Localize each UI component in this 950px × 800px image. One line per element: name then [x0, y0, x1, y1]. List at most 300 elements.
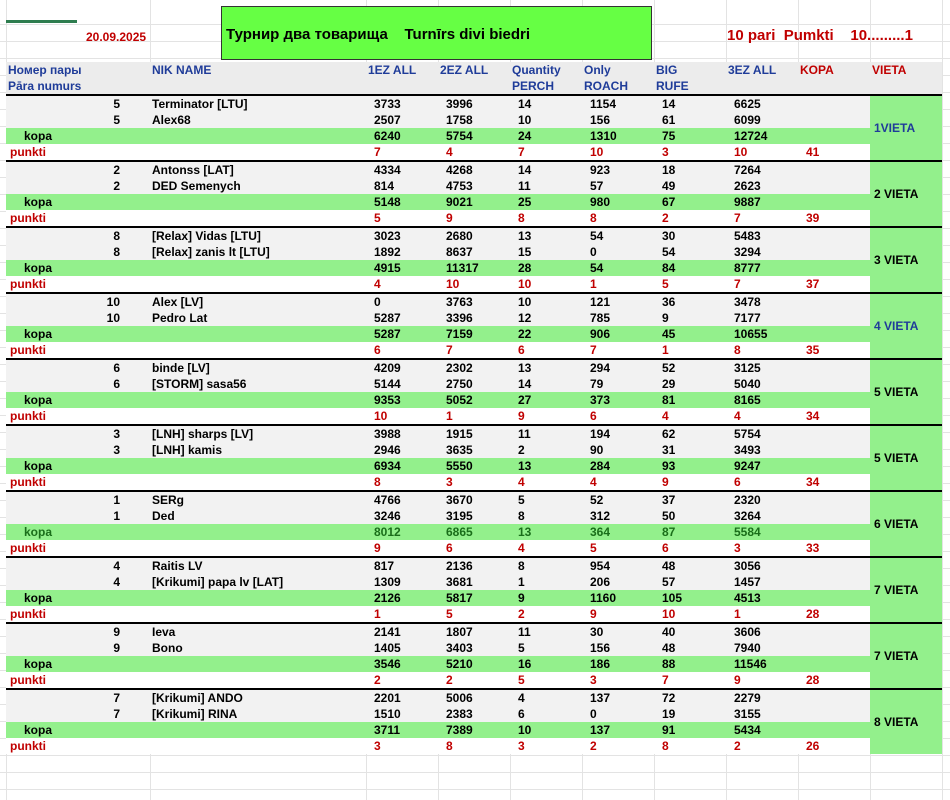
score-cell: 2750 [438, 376, 510, 392]
punkti-cell: 7 [726, 276, 798, 293]
score-cell: 156 [582, 112, 654, 128]
header-pair-number: Номер пары [6, 62, 150, 78]
punkti-cell: 3 [582, 672, 654, 689]
score-cell: 817 [366, 557, 438, 574]
header-roach: ROACH [582, 78, 654, 95]
punkti-cell: 6 [510, 342, 582, 359]
punkti-cell: 9 [582, 606, 654, 623]
player-name: [Krikumi] RINA [150, 706, 366, 722]
kopa-cell [798, 310, 870, 326]
punkti-label: punkti [6, 672, 150, 689]
kopa-label: kopa [6, 524, 150, 540]
pair-number: 6 [6, 359, 150, 376]
score-cell: 814 [366, 178, 438, 194]
score-cell: 2 [510, 442, 582, 458]
player-name: [LNH] sharps [LV] [150, 425, 366, 442]
score-cell: 30 [654, 227, 726, 244]
punkti-cell: 4 [582, 474, 654, 491]
score-cell: 9 [654, 310, 726, 326]
punkti-cell: 6 [366, 342, 438, 359]
kopa-empty [150, 656, 366, 672]
score-cell: 2320 [726, 491, 798, 508]
score-cell: 5006 [438, 689, 510, 706]
score-cell: 2136 [438, 557, 510, 574]
kopa-label: kopa [6, 194, 150, 210]
kopa-cell [798, 112, 870, 128]
kopa-cell [798, 260, 870, 276]
punkti-cell: 8 [582, 210, 654, 227]
punkti-cell: 7 [438, 342, 510, 359]
kopa-row [6, 656, 942, 672]
kopa-sum-cell: 10655 [726, 326, 798, 342]
punkti-cell: 7 [654, 672, 726, 689]
score-cell: 5754 [726, 425, 798, 442]
score-cell: 3493 [726, 442, 798, 458]
page-title: Турнир два товарища Turnīrs divi biedri [226, 26, 531, 43]
player-row [6, 491, 942, 508]
score-cell: 3023 [366, 227, 438, 244]
score-cell: 52 [582, 491, 654, 508]
score-cell: 10 [510, 112, 582, 128]
kopa-sum-cell: 45 [654, 326, 726, 342]
kopa-sum-cell: 7159 [438, 326, 510, 342]
kopa-empty [150, 722, 366, 738]
punkti-cell: 5 [438, 606, 510, 623]
kopa-cell [798, 458, 870, 474]
kopa-cell [798, 706, 870, 722]
punkti-cell: 4 [438, 144, 510, 161]
score-cell: 8637 [438, 244, 510, 260]
kopa-cell [798, 640, 870, 656]
punkti-cell: 2 [726, 738, 798, 754]
punkti-total: 33 [798, 540, 870, 557]
pair-number: 8 [6, 227, 150, 244]
kopa-sum-cell: 5434 [726, 722, 798, 738]
kopa-sum-cell: 364 [582, 524, 654, 540]
punkti-cell: 3 [366, 738, 438, 754]
score-cell: 6099 [726, 112, 798, 128]
pair-number: 2 [6, 161, 150, 178]
punkti-row [6, 144, 942, 161]
score-cell: 11 [510, 623, 582, 640]
score-cell: 0 [582, 244, 654, 260]
pair-number: 7 [6, 706, 150, 722]
pair-number: 4 [6, 574, 150, 590]
punkti-row [6, 210, 942, 227]
player-name: [Relax] Vidas [LTU] [150, 227, 366, 244]
player-name: [STORM] sasa56 [150, 376, 366, 392]
kopa-row [6, 326, 942, 342]
player-row [6, 689, 942, 706]
punkti-total: 26 [798, 738, 870, 754]
kopa-cell [798, 392, 870, 408]
kopa-cell [798, 128, 870, 144]
kopa-sum-cell: 27 [510, 392, 582, 408]
score-cell: 7264 [726, 161, 798, 178]
punkti-cell: 9 [438, 210, 510, 227]
kopa-cell [798, 491, 870, 508]
punkti-empty [150, 276, 366, 293]
player-name: Ieva [150, 623, 366, 640]
score-cell: 3670 [438, 491, 510, 508]
score-cell: 7940 [726, 640, 798, 656]
score-cell: 49 [654, 178, 726, 194]
score-cell: 923 [582, 161, 654, 178]
score-cell: 3294 [726, 244, 798, 260]
score-cell: 14 [510, 161, 582, 178]
vieta-cell: 3 VIETA [870, 227, 942, 293]
sheet-tab-indicator [6, 20, 77, 23]
punkti-cell: 10 [438, 276, 510, 293]
kopa-sum-cell: 3711 [366, 722, 438, 738]
kopa-sum-cell: 105 [654, 590, 726, 606]
score-cell: 11 [510, 425, 582, 442]
kopa-sum-cell: 67 [654, 194, 726, 210]
punkti-total: 28 [798, 672, 870, 689]
score-cell: 29 [654, 376, 726, 392]
punkti-total: 35 [798, 342, 870, 359]
score-cell: 121 [582, 293, 654, 310]
punkti-cell: 3 [726, 540, 798, 557]
header-empty [366, 78, 438, 95]
kopa-cell [798, 244, 870, 260]
punkti-cell: 6 [654, 540, 726, 557]
punkti-cell: 5 [654, 276, 726, 293]
score-cell: 4268 [438, 161, 510, 178]
header-empty [150, 78, 366, 95]
punkti-empty [150, 342, 366, 359]
player-name: Alex [LV] [150, 293, 366, 310]
kopa-sum-cell: 12724 [726, 128, 798, 144]
header-quantity: Quantity [510, 62, 582, 78]
score-cell: 10 [510, 293, 582, 310]
punkti-cell: 5 [582, 540, 654, 557]
punkti-cell: 2 [438, 672, 510, 689]
score-cell: 48 [654, 557, 726, 574]
score-cell: 1154 [582, 95, 654, 112]
score-cell: 1510 [366, 706, 438, 722]
punkti-row [6, 276, 942, 293]
kopa-cell [798, 656, 870, 672]
kopa-label: kopa [6, 128, 150, 144]
kopa-sum-cell: 5287 [366, 326, 438, 342]
kopa-label: kopa [6, 458, 150, 474]
kopa-cell [798, 194, 870, 210]
score-cell: 15 [510, 244, 582, 260]
punkti-empty [150, 144, 366, 161]
punkti-empty [150, 540, 366, 557]
score-cell: 1405 [366, 640, 438, 656]
player-row [6, 574, 942, 590]
player-row [6, 112, 942, 128]
points-note: 10 pari Pumkti 10.........1 [727, 27, 913, 44]
score-cell: 19 [654, 706, 726, 722]
punkti-total: 37 [798, 276, 870, 293]
punkti-empty [150, 606, 366, 623]
player-row [6, 442, 942, 458]
kopa-cell [798, 178, 870, 194]
punkti-cell: 4 [366, 276, 438, 293]
score-cell: 30 [582, 623, 654, 640]
pair-number: 6 [6, 376, 150, 392]
score-cell: 36 [654, 293, 726, 310]
kopa-sum-cell: 6934 [366, 458, 438, 474]
score-cell: 13 [510, 359, 582, 376]
punkti-empty [150, 672, 366, 689]
player-row [6, 623, 942, 640]
vieta-cell: 6 VIETA [870, 491, 942, 557]
player-row [6, 310, 942, 326]
kopa-sum-cell: 284 [582, 458, 654, 474]
score-cell: 14 [510, 376, 582, 392]
kopa-sum-cell: 980 [582, 194, 654, 210]
punkti-cell: 10 [366, 408, 438, 425]
punkti-empty [150, 474, 366, 491]
kopa-sum-cell: 5817 [438, 590, 510, 606]
kopa-label: kopa [6, 326, 150, 342]
score-cell: 2141 [366, 623, 438, 640]
kopa-sum-cell: 1160 [582, 590, 654, 606]
punkti-cell: 1 [366, 606, 438, 623]
pair-number: 10 [6, 310, 150, 326]
punkti-cell: 8 [438, 738, 510, 754]
player-name: Ded [150, 508, 366, 524]
score-cell: 294 [582, 359, 654, 376]
punkti-cell: 5 [366, 210, 438, 227]
punkti-label: punkti [6, 342, 150, 359]
score-cell: 3403 [438, 640, 510, 656]
pair-number: 2 [6, 178, 150, 194]
score-cell: 52 [654, 359, 726, 376]
score-cell: 4209 [366, 359, 438, 376]
grid-line [0, 755, 950, 756]
score-cell: 2201 [366, 689, 438, 706]
score-cell: 31 [654, 442, 726, 458]
kopa-empty [150, 392, 366, 408]
player-name: Pedro Lat [150, 310, 366, 326]
score-cell: 3996 [438, 95, 510, 112]
header-empty [798, 78, 870, 95]
kopa-label: kopa [6, 590, 150, 606]
punkti-cell: 4 [654, 408, 726, 425]
header-row-1 [6, 62, 942, 78]
punkti-empty [150, 408, 366, 425]
score-cell: 1807 [438, 623, 510, 640]
score-cell: 4334 [366, 161, 438, 178]
kopa-sum-cell: 9247 [726, 458, 798, 474]
pair-number: 1 [6, 508, 150, 524]
punkti-cell: 1 [726, 606, 798, 623]
kopa-sum-cell: 1310 [582, 128, 654, 144]
score-cell: 11 [510, 178, 582, 194]
kopa-sum-cell: 9353 [366, 392, 438, 408]
punkti-cell: 10 [654, 606, 726, 623]
kopa-sum-cell: 28 [510, 260, 582, 276]
punkti-total: 34 [798, 474, 870, 491]
score-cell: 8 [510, 508, 582, 524]
kopa-sum-cell: 88 [654, 656, 726, 672]
score-cell: 3763 [438, 293, 510, 310]
score-cell: 785 [582, 310, 654, 326]
punkti-cell: 4 [510, 474, 582, 491]
results-table [6, 62, 942, 754]
punkti-row [6, 738, 942, 754]
player-name: [Krikumi] papa lv [LAT] [150, 574, 366, 590]
kopa-cell [798, 722, 870, 738]
score-cell: 3635 [438, 442, 510, 458]
pair-number: 1 [6, 491, 150, 508]
punkti-cell: 3 [438, 474, 510, 491]
kopa-sum-cell: 9021 [438, 194, 510, 210]
pair-number: 3 [6, 425, 150, 442]
kopa-cell [798, 425, 870, 442]
score-cell: 3733 [366, 95, 438, 112]
punkti-cell: 9 [366, 540, 438, 557]
player-name: Bono [150, 640, 366, 656]
score-cell: 0 [366, 293, 438, 310]
kopa-row [6, 524, 942, 540]
punkti-label: punkti [6, 738, 150, 754]
score-cell: 14 [510, 95, 582, 112]
punkti-total: 41 [798, 144, 870, 161]
kopa-sum-cell: 8165 [726, 392, 798, 408]
kopa-sum-cell: 9 [510, 590, 582, 606]
score-cell: 3125 [726, 359, 798, 376]
punkti-cell: 4 [510, 540, 582, 557]
score-cell: 2680 [438, 227, 510, 244]
header-only: Only [582, 62, 654, 78]
header-2ez: 2EZ ALL [438, 62, 510, 78]
score-cell: 5287 [366, 310, 438, 326]
score-cell: 62 [654, 425, 726, 442]
kopa-sum-cell: 81 [654, 392, 726, 408]
score-cell: 2383 [438, 706, 510, 722]
pair-number: 8 [6, 244, 150, 260]
score-cell: 3681 [438, 574, 510, 590]
score-cell: 1 [510, 574, 582, 590]
kopa-sum-cell: 24 [510, 128, 582, 144]
pair-number: 3 [6, 442, 150, 458]
punkti-total: 34 [798, 408, 870, 425]
punkti-cell: 7 [582, 342, 654, 359]
kopa-sum-cell: 75 [654, 128, 726, 144]
kopa-row [6, 722, 942, 738]
kopa-sum-cell: 22 [510, 326, 582, 342]
pair-number: 5 [6, 95, 150, 112]
score-cell: 61 [654, 112, 726, 128]
punkti-cell: 2 [654, 210, 726, 227]
score-cell: 3155 [726, 706, 798, 722]
kopa-cell [798, 574, 870, 590]
score-cell: 2623 [726, 178, 798, 194]
kopa-sum-cell: 8777 [726, 260, 798, 276]
score-cell: 156 [582, 640, 654, 656]
score-cell: 3396 [438, 310, 510, 326]
punkti-cell: 8 [654, 738, 726, 754]
score-cell: 54 [582, 227, 654, 244]
header-1ez: 1EZ ALL [366, 62, 438, 78]
kopa-sum-cell: 13 [510, 458, 582, 474]
header-3ez: 3EZ ALL [726, 62, 798, 78]
vieta-cell: 1VIETA [870, 95, 942, 161]
score-cell: 7177 [726, 310, 798, 326]
player-row [6, 706, 942, 722]
kopa-sum-cell: 5550 [438, 458, 510, 474]
punkti-cell: 6 [582, 408, 654, 425]
kopa-label: kopa [6, 392, 150, 408]
kopa-empty [150, 128, 366, 144]
pair-number: 7 [6, 689, 150, 706]
score-cell: 48 [654, 640, 726, 656]
title-box [221, 6, 652, 60]
score-cell: 4 [510, 689, 582, 706]
punkti-cell: 8 [366, 474, 438, 491]
header-nik-name: NIK NAME [150, 62, 366, 78]
pair-number: 5 [6, 112, 150, 128]
kopa-empty [150, 524, 366, 540]
kopa-sum-cell: 84 [654, 260, 726, 276]
punkti-cell: 4 [726, 408, 798, 425]
kopa-sum-cell: 5148 [366, 194, 438, 210]
kopa-sum-cell: 3546 [366, 656, 438, 672]
kopa-empty [150, 260, 366, 276]
kopa-sum-cell: 7389 [438, 722, 510, 738]
punkti-row [6, 540, 942, 557]
player-row [6, 359, 942, 376]
score-cell: 194 [582, 425, 654, 442]
kopa-sum-cell: 906 [582, 326, 654, 342]
punkti-cell: 9 [726, 672, 798, 689]
grid-line [942, 0, 943, 800]
kopa-cell [798, 557, 870, 574]
kopa-cell [798, 326, 870, 342]
pair-number: 10 [6, 293, 150, 310]
kopa-sum-cell: 91 [654, 722, 726, 738]
header-empty [438, 78, 510, 95]
vieta-cell: 8 VIETA [870, 689, 942, 754]
kopa-cell [798, 508, 870, 524]
header-kopa: KOPA [798, 62, 870, 78]
kopa-row [6, 128, 942, 144]
player-row [6, 293, 942, 310]
score-cell: 50 [654, 508, 726, 524]
kopa-row [6, 392, 942, 408]
punkti-row [6, 672, 942, 689]
kopa-sum-cell: 10 [510, 722, 582, 738]
vieta-cell: 7 VIETA [870, 623, 942, 689]
score-cell: 3195 [438, 508, 510, 524]
score-cell: 1309 [366, 574, 438, 590]
punkti-cell: 2 [366, 672, 438, 689]
punkti-cell: 2 [510, 606, 582, 623]
kopa-sum-cell: 4915 [366, 260, 438, 276]
player-name: binde [LV] [150, 359, 366, 376]
punkti-row [6, 606, 942, 623]
header-empty [870, 78, 942, 95]
punkti-cell: 10 [582, 144, 654, 161]
player-name: DED Semenych [150, 178, 366, 194]
score-cell: 54 [654, 244, 726, 260]
vieta-cell: 7 VIETA [870, 557, 942, 623]
kopa-cell [798, 689, 870, 706]
kopa-sum-cell: 373 [582, 392, 654, 408]
kopa-sum-cell: 5210 [438, 656, 510, 672]
player-name: Raitis LV [150, 557, 366, 574]
punkti-cell: 8 [510, 210, 582, 227]
punkti-cell: 2 [582, 738, 654, 754]
kopa-empty [150, 458, 366, 474]
kopa-sum-cell: 5754 [438, 128, 510, 144]
